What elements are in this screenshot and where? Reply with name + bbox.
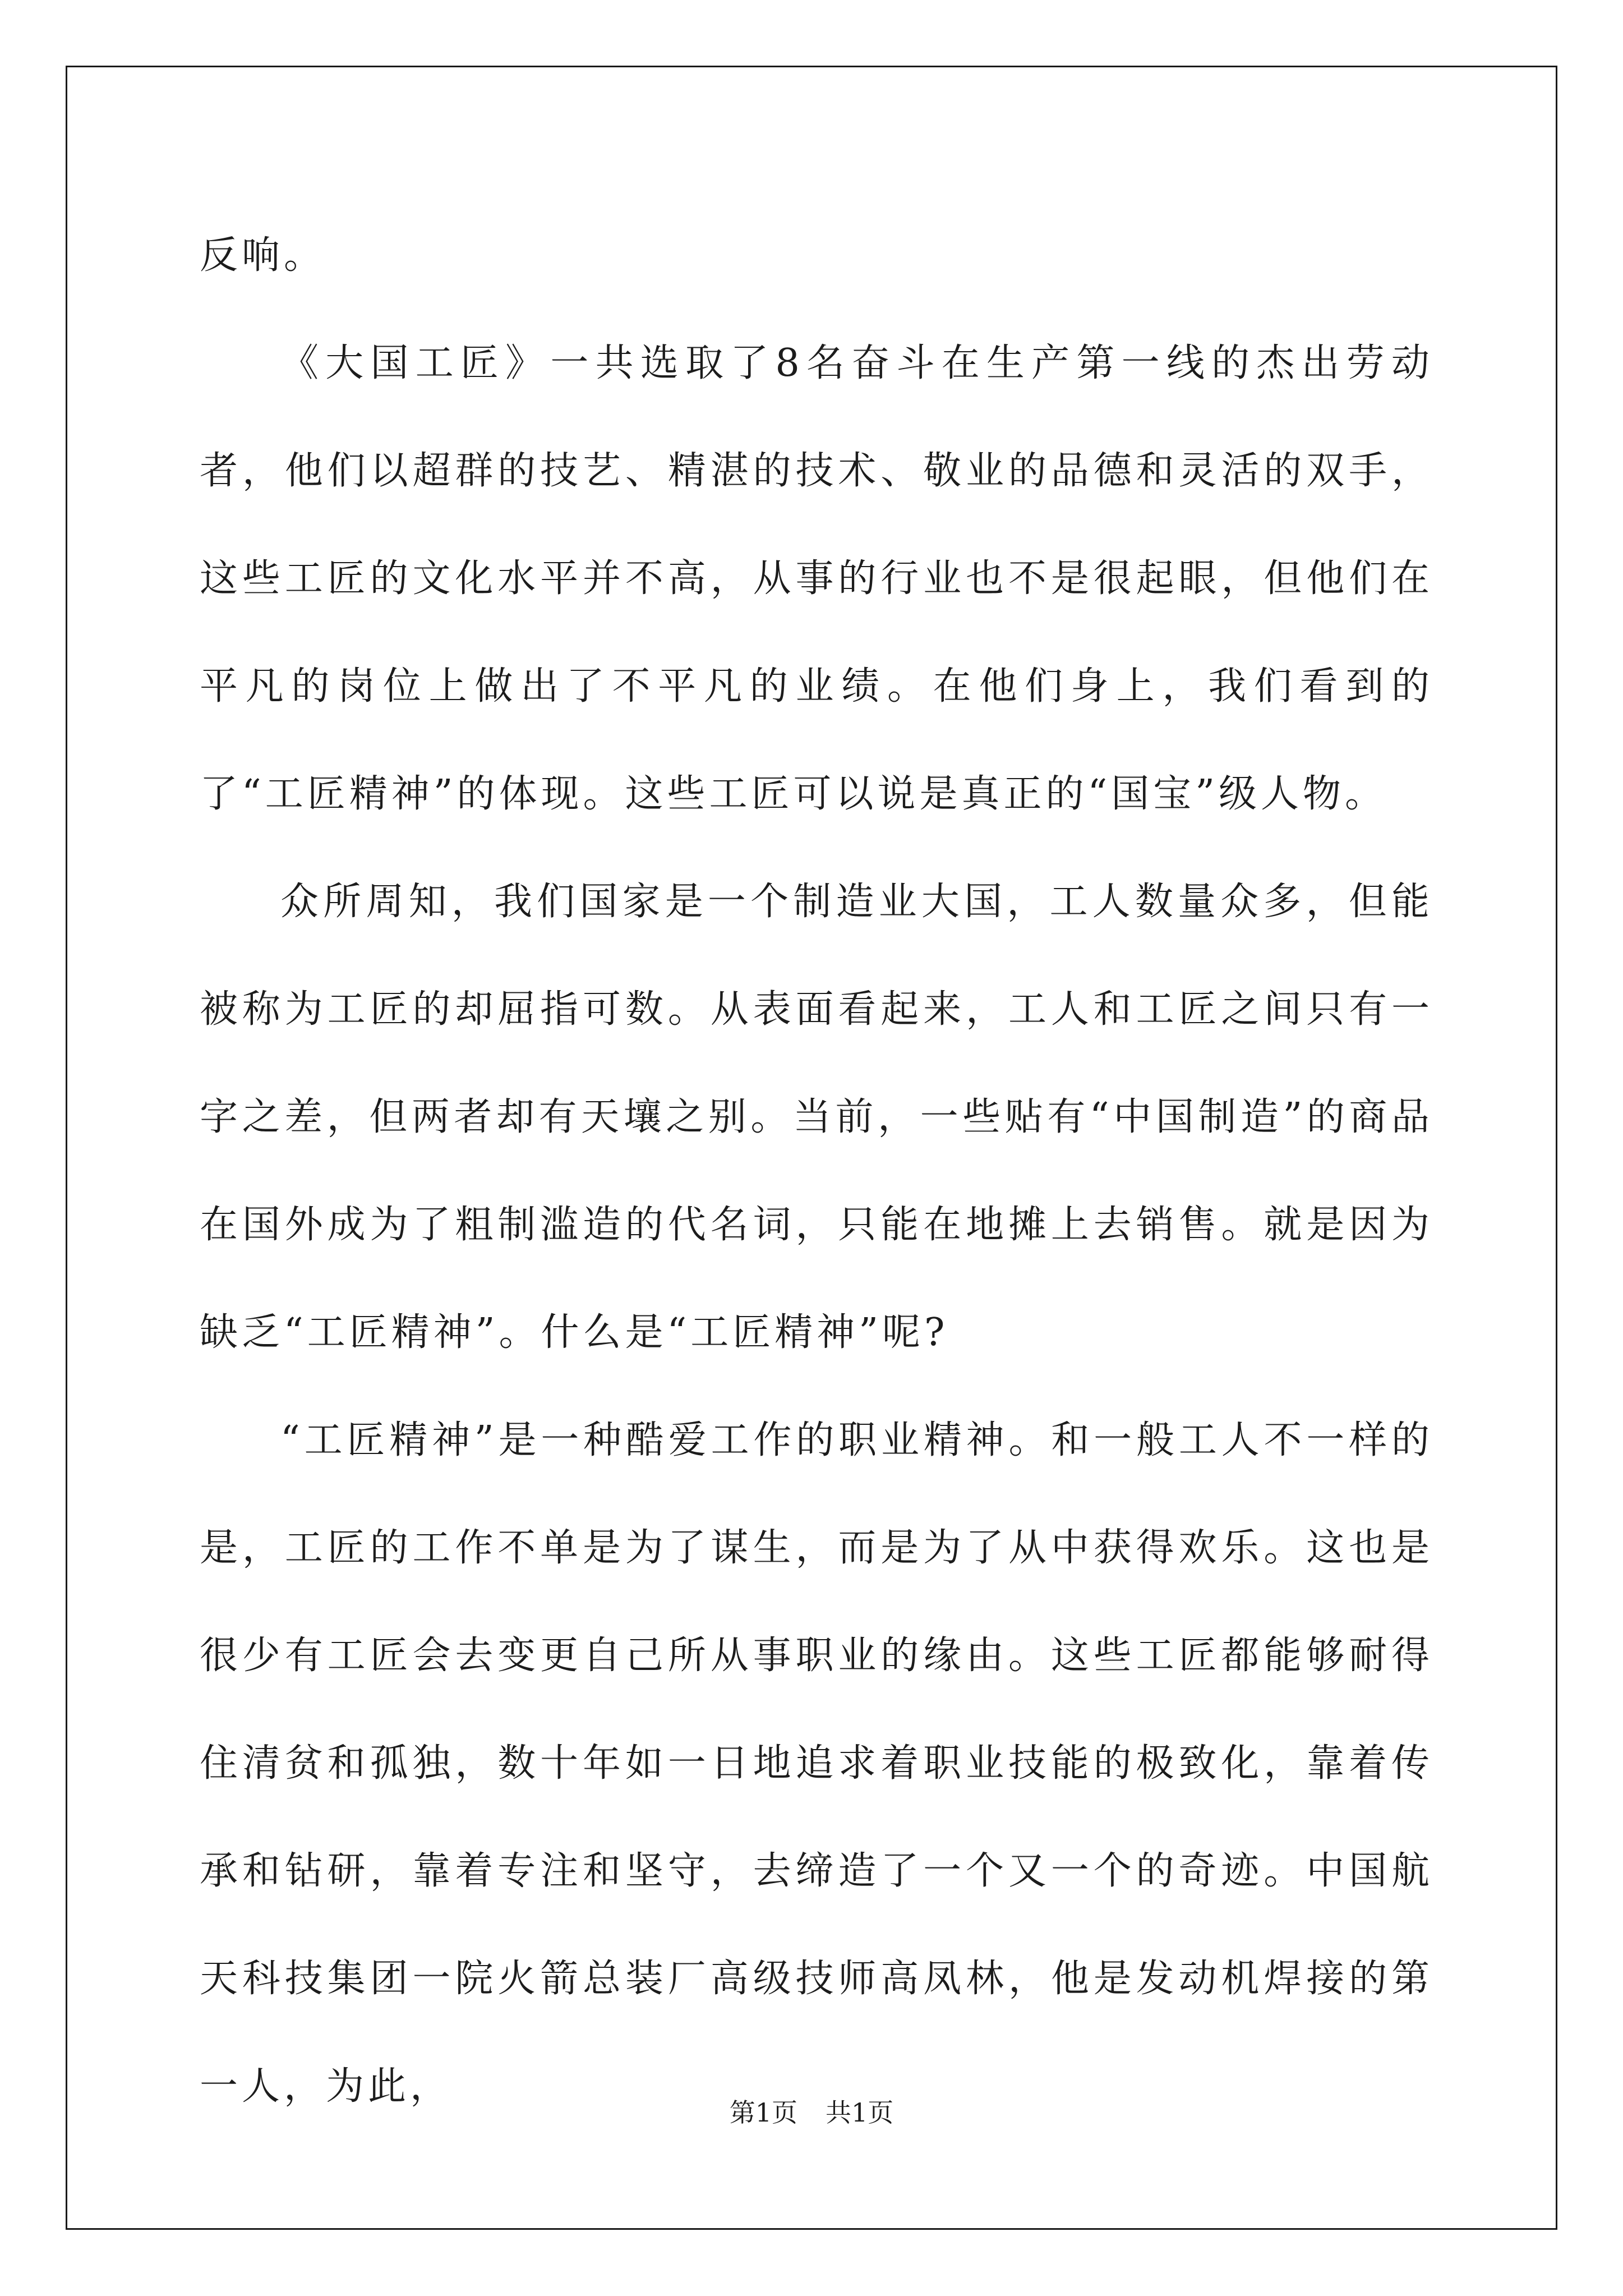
paragraph-2: 《大国工匠》一共选取了8名奋斗在生产第一线的杰出劳动者，他们以超群的技艺、精湛的技术、敬业的品德和灵活的双手，这些工匠的文化水平并不高，从事的行业也不是很起眼，但他们在平凡的岗位上做出了不平凡的业绩。在他们身上，我们看到的了“工匠精神”的体现。这些工匠可以说是真正的“国宝”级人物。: [200, 341, 1433, 816]
document-body: [200, 202, 1433, 2141]
page-total: 共1页: [826, 2097, 894, 2128]
page-number: 第1页: [729, 2097, 797, 2128]
paragraph-1: 反响。: [200, 233, 326, 278]
paragraph-3: 众所周知，我们国家是一个制造业大国，工人数量众多，但能被称为工匠的却屈指可数。从表面看起来，工人和工匠之间只有一字之差，但两者却有天壤之别。当前，一些贴有“中国制造”的商品在国外成为了粗制滥造的代名词，只能在地摊上去销售。就是因为缺乏“工匠精神”。什么是“工匠精神”呢?: [200, 880, 1433, 1355]
paragraph-4: “工匠精神”是一种酷爱工作的职业精神。和一般工人不一样的是，工匠的工作不单是为了谋生，而是为了从中获得欢乐。这也是很少有工匠会去变更自己所从事职业的缘由。这些工匠都能够耐得住清贫和孤独，数十年如一日地追求着职业技能的极致化，靠着传承和钻研，靠着专注和坚守，去缔造了一个又一个的奇迹。中国航天科技集团一院火箭总装厂高级技师高凤林，他是发动机焊接的第一人，为此，: [200, 1418, 1433, 2109]
page-footer: [0, 2092, 1623, 2129]
